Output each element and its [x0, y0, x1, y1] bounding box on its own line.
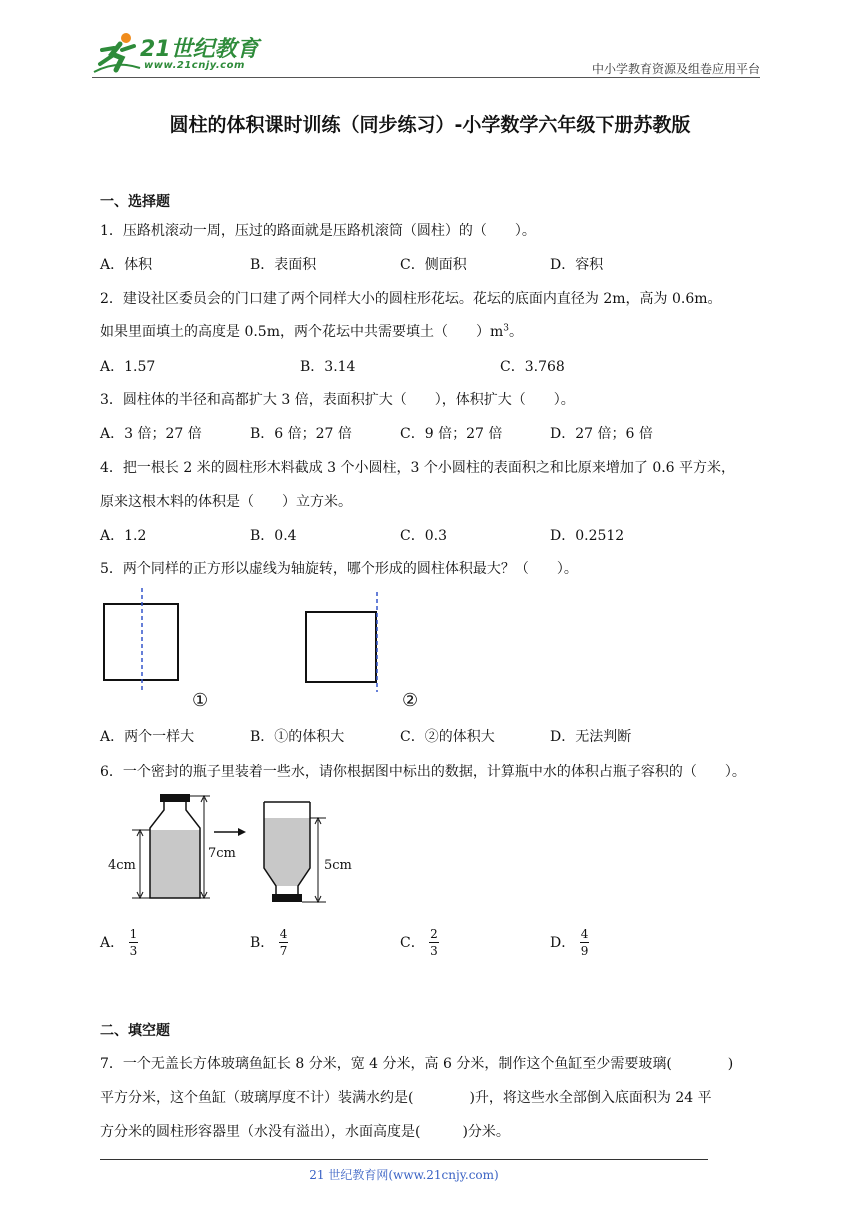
q4-option-b: B．0.4	[250, 528, 297, 544]
bottle1-cap	[160, 794, 190, 802]
q6-option-a-prefix: A．	[100, 935, 125, 951]
fraction-denominator: 9	[580, 944, 589, 958]
q6-stem: 6．一个密封的瓶子里装着一些水，请你根据图中标出的数据，计算瓶中水的体积占瓶子容积的（ ）。	[100, 764, 746, 780]
header-divider	[92, 77, 760, 78]
q6-option-c-prefix: C．	[400, 935, 425, 951]
q2-line2-end: 。	[509, 324, 523, 340]
q3-option-a: A．3 倍；27 倍	[100, 426, 202, 442]
q3-option-d: D．27 倍；6 倍	[550, 426, 653, 442]
footer-divider	[100, 1159, 708, 1160]
q3-option-b: B．6 倍；27 倍	[250, 426, 352, 442]
q5-stem: 5．两个同样的正方形以虚线为轴旋转，哪个形成的圆柱体积最大？（ ）。	[100, 561, 578, 577]
fraction-numerator: 2	[430, 927, 438, 941]
q6-option-c	[400, 928, 439, 958]
q5-option-b: B．①的体积大	[250, 729, 345, 745]
q4-option-a: A．1.2	[100, 528, 147, 544]
logo-url-text: www.21cnjy.com	[144, 60, 245, 71]
q6-label-7cm: 7cm	[208, 846, 236, 861]
q2-stem-line1: 2．建设社区委员会的门口建了两个同样大小的圆柱形花坛。花坛的底面内直径为 2m，高为 0.6m。	[100, 291, 722, 307]
q4-stem-line2: 原来这根木料的体积是（ ）立方米。	[100, 494, 352, 510]
q2-unit-superscript: 3	[503, 323, 509, 334]
q1-stem: 1．压路机滚动一周，压过的路面就是压路机滚筒（圆柱）的（ ）。	[100, 223, 536, 239]
runner-logo-icon	[92, 30, 142, 74]
section-heading-fill: 二、填空题	[100, 1023, 170, 1039]
square-1	[104, 604, 178, 680]
q6-option-b-prefix: B．	[250, 935, 275, 951]
q5-figure	[100, 584, 440, 714]
q6-option-a	[100, 928, 138, 958]
q2-stem-line2	[100, 321, 523, 341]
q4-stem-line1: 4．把一根长 2 米的圆柱形木料截成 3 个小圆柱，3 个小圆柱的表面积之和比原来增加了 0.6 平方米，	[100, 460, 736, 476]
q4-option-c: C．0.3	[400, 528, 447, 544]
fraction-denominator: 3	[129, 944, 138, 958]
fraction-denominator: 3	[430, 944, 438, 958]
footer-text[interactable]: 21 世纪教育网(www.21cnjy.com)	[309, 1168, 499, 1182]
q7-stem-line3: 方分米的圆柱形容器里（水没有溢出），水面高度是( )分米。	[100, 1124, 510, 1140]
q6-option-c-fraction	[429, 928, 439, 958]
q1-option-b: B．表面积	[250, 257, 317, 273]
section-heading-choice: 一、选择题	[100, 194, 170, 210]
q2-line2-text: 如果里面填土的高度是 0.5m，两个花坛中共需要填土（ ）m	[100, 324, 504, 340]
q3-option-c: C．9 倍；27 倍	[400, 426, 503, 442]
fraction-denominator: 7	[279, 944, 288, 958]
logo-main-text: 21世纪教育	[140, 37, 259, 62]
bottle2-cap	[272, 894, 302, 902]
q5-option-a: A．两个一样大	[100, 729, 195, 745]
bottle1-water	[150, 830, 200, 898]
q2-option-c: C．3.768	[500, 359, 565, 375]
page-title: 圆柱的体积课时训练（同步练习）-小学数学六年级下册苏教版	[169, 114, 691, 136]
bottle2-water	[264, 818, 310, 886]
q6-option-d-prefix: D．	[550, 935, 576, 951]
q3-stem: 3．圆柱体的半径和高都扩大 3 倍，表面积扩大（ ），体积扩大（ ）。	[100, 392, 575, 408]
q7-stem-line1: 7．一个无盖长方体玻璃鱼缸长 8 分米，宽 4 分米，高 6 分米，制作这个鱼缸至少需要玻璃( )	[100, 1056, 734, 1072]
q6-option-b	[250, 928, 288, 958]
q5-option-c: C．②的体积大	[400, 729, 495, 745]
q5-option-d: D．无法判断	[550, 729, 632, 745]
logo	[92, 30, 262, 76]
q2-option-a: A．1.57	[100, 359, 156, 375]
q2-option-b: B．3.14	[300, 359, 356, 375]
q6-label-5cm: 5cm	[324, 858, 352, 873]
q7-stem-line2: 平方分米，这个鱼缸（玻璃厚度不计）装满水约是( )升，将这些水全部倒入底面积为 24 平	[100, 1090, 712, 1106]
square-2	[306, 612, 376, 682]
q6-option-d	[550, 928, 589, 958]
q6-option-b-fraction	[279, 928, 289, 958]
header-right-text: 中小学教育资源及组卷应用平台	[591, 62, 760, 76]
q1-option-d: D．容积	[550, 257, 604, 273]
q4-option-d: D．0.2512	[550, 528, 625, 544]
q1-option-a: A．体积	[100, 257, 153, 273]
q5-figure-label-2: ②	[402, 690, 419, 711]
fraction-numerator: 4	[580, 927, 589, 941]
q6-option-a-fraction	[129, 928, 139, 958]
q1-option-c: C．侧面积	[400, 257, 467, 273]
q6-option-d-fraction	[580, 928, 590, 958]
q6-label-4cm: 4cm	[108, 858, 136, 873]
fraction-numerator: 4	[279, 927, 288, 941]
q5-figure-label-1: ①	[192, 690, 209, 711]
fraction-numerator: 1	[129, 927, 138, 941]
